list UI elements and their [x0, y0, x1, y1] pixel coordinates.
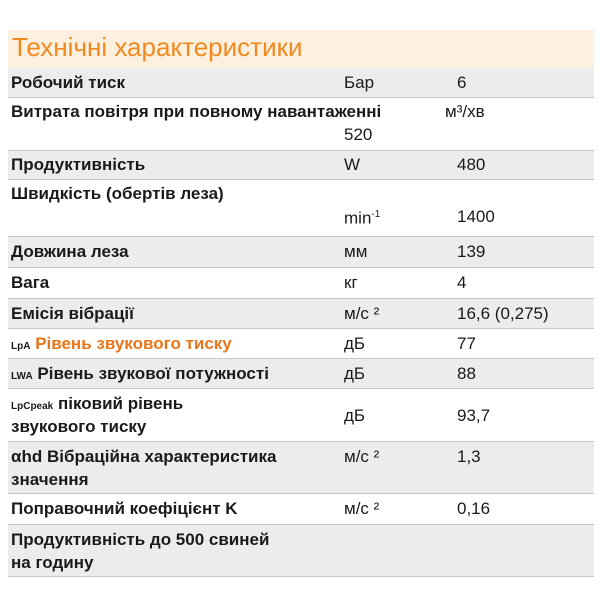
- table-row: [8, 442, 594, 494]
- table-row: [8, 268, 594, 299]
- spec-name: Емісія вібрації: [11, 304, 134, 323]
- spec-unit: м³/хв: [445, 102, 485, 121]
- spec-value: 0,16: [457, 499, 491, 518]
- spec-unit: кг: [344, 273, 358, 292]
- spec-name-line2: на годину: [11, 553, 94, 572]
- spec-name-line2: значення: [11, 470, 89, 489]
- spec-name: Вага: [11, 273, 50, 292]
- spec-name: Продуктивність до 500 свиней: [11, 530, 270, 549]
- spec-value: 480: [457, 155, 486, 174]
- spec-name: Довжина леза: [11, 242, 129, 261]
- spec-unit: м/с ²: [344, 304, 380, 323]
- table-row: [8, 389, 594, 442]
- spec-unit: дБ: [344, 364, 366, 383]
- spec-name: Продуктивність: [11, 155, 146, 174]
- spec-table: [8, 68, 594, 577]
- spec-value: 88: [457, 364, 476, 383]
- spec-unit: дБ: [344, 334, 366, 353]
- table-row: [8, 98, 594, 151]
- spec-unit: Бар: [344, 73, 375, 92]
- table-row: [8, 68, 594, 98]
- spec-prefix: LpCpeak: [11, 401, 54, 412]
- spec-prefix: LWA: [11, 371, 33, 382]
- spec-value: 139: [457, 242, 486, 261]
- table-row: [8, 329, 594, 359]
- spec-unit: дБ: [344, 406, 366, 425]
- spec-unit: $\min^{-1}$: [344, 208, 381, 228]
- spec-name: LpCpeak піковий рівень: [11, 394, 184, 413]
- spec-name: LWA Рівень звукової потужності: [11, 364, 269, 383]
- table-row: [8, 525, 594, 577]
- spec-value: 6: [457, 73, 467, 92]
- spec-prefix: αhd: [11, 447, 43, 466]
- spec-name: αhd Вібраційна характеристика: [11, 447, 277, 466]
- spec-unit: м/с ²: [344, 499, 380, 518]
- table-row: [8, 494, 594, 525]
- spec-name-line2: звукового тиску: [11, 417, 147, 436]
- spec-value: 77: [457, 334, 476, 353]
- spec-value: 1400: [457, 207, 495, 226]
- spec-unit: м/с ²: [344, 447, 380, 466]
- spec-value: 4: [457, 273, 467, 292]
- table-row: [8, 237, 594, 268]
- spec-name: Робочий тиск: [11, 73, 125, 92]
- spec-name: Поправочний коефіцієнт K: [11, 499, 238, 518]
- spec-value: 1,3: [457, 447, 481, 466]
- spec-unit: мм: [344, 242, 368, 261]
- spec-value: 93,7: [457, 406, 491, 425]
- spec-unit: W: [344, 155, 361, 174]
- table-row: [8, 359, 594, 389]
- spec-value: 16,6 (0,275): [457, 304, 549, 323]
- table-row: [8, 151, 594, 180]
- table-row: [8, 180, 594, 237]
- spec-name: Швидкість (обертів леза): [11, 184, 224, 203]
- spec-prefix: LpA: [11, 341, 31, 352]
- spec-value: 520: [344, 125, 373, 144]
- spec-name: Витрата повітря при повному навантаженні: [11, 102, 382, 121]
- page-title: Технічні характеристики: [12, 32, 303, 62]
- table-row: [8, 299, 594, 329]
- spec-name: LpA Рівень звукового тиску: [11, 334, 232, 353]
